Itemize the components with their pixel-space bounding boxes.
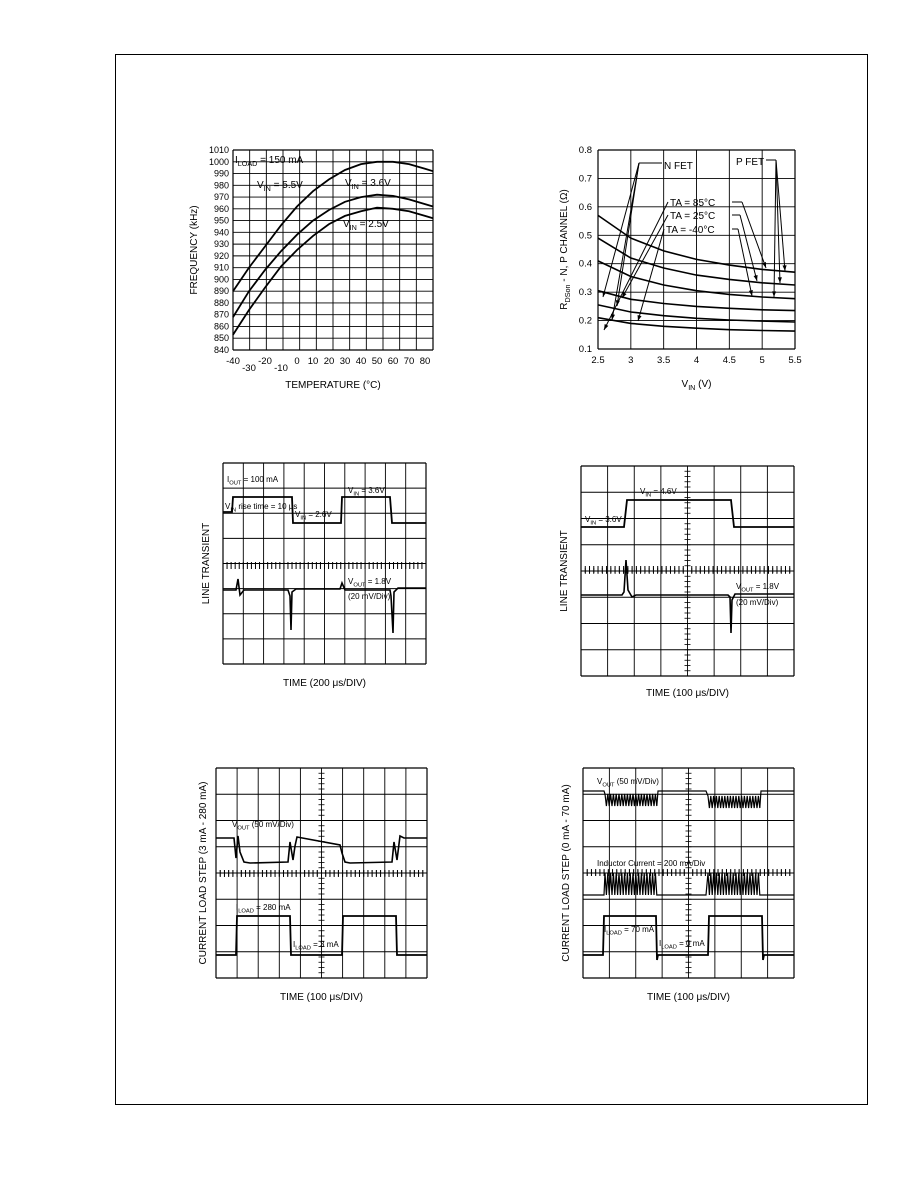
annotation: $I_{LOAD} = 150$ mA	[235, 155, 304, 168]
annotation: (20 mV/Div)	[736, 598, 779, 607]
y-tick-label: 0.8	[578, 145, 592, 156]
y-tick-label: 960	[213, 203, 229, 214]
x-tick-label: 4	[693, 355, 700, 366]
annotation: $V_{IN} = 3.6V$	[348, 486, 385, 498]
line-transient-100us	[559, 466, 794, 699]
x-tick-label: 5.5	[788, 355, 802, 366]
y-tick-label: 0.4	[578, 258, 592, 270]
annotation: $V_{IN} = 3.6V$	[585, 515, 622, 527]
x-tick-label: 50	[371, 356, 383, 367]
x-tick-label: 20	[323, 356, 335, 367]
leader	[774, 160, 776, 297]
x-tick-label: 10	[307, 356, 319, 367]
y-tick-label: 0.6	[578, 201, 592, 213]
x-axis-label: TEMPERATURE (°C)	[285, 380, 381, 391]
y-tick-label: 980	[213, 180, 229, 191]
annotation: $I_{LOAD} = 70$ mA	[604, 925, 655, 937]
line-transient-200us	[201, 463, 426, 689]
x-tick-label: 5	[759, 355, 765, 366]
annotation: $V_{IN} = 3.6V$	[345, 178, 391, 191]
y-tick-label: 900	[213, 274, 229, 285]
leader-head	[604, 324, 608, 330]
y-tick-label: 890	[213, 286, 229, 297]
x-axis-label: TIME (100 μs/DIV)	[645, 688, 730, 699]
y-axis-label: FREQUENCY (kHz)	[189, 205, 200, 295]
x-tick-label: -10	[274, 363, 288, 374]
leader	[740, 215, 757, 281]
x-tick-label: 60	[387, 356, 399, 367]
annotation: $V_{OUT} = 1.8V$	[348, 577, 392, 589]
annotation: $V_{IN} = 4.6V$	[640, 487, 677, 499]
annotation: $V_{IN}$ rise time = 10 μs	[225, 502, 298, 514]
y-tick-label: 970	[213, 192, 229, 203]
frequency-chart	[189, 145, 433, 391]
y-tick-label: 860	[213, 321, 229, 332]
leader-head	[762, 262, 766, 268]
y-tick-label: 870	[213, 309, 229, 320]
y-tick-label: 0.5	[578, 230, 592, 242]
y-axis-label: LINE TRANSIENT	[559, 530, 570, 612]
x-tick-label: 30	[339, 356, 351, 367]
x-axis-label: TIME (100 μs/DIV)	[279, 992, 364, 1003]
annotation: $V_{OUT}$ (50 mV/Div)	[597, 777, 659, 789]
x-tick-label: 40	[355, 356, 367, 367]
x-tick-label: -40	[226, 356, 240, 367]
x-tick-label: 0	[294, 356, 300, 367]
x-tick-label: 4.5	[722, 355, 736, 366]
annotation: $V_{IN} = 2.5V$	[343, 219, 389, 232]
annotation: $V_{IN} = 5.5V$	[257, 180, 303, 193]
x-tick-label: -20	[258, 356, 272, 367]
x-tick-label: 3	[628, 355, 634, 366]
annotation: TA = -40°C	[666, 225, 715, 236]
y-tick-label: 950	[213, 215, 229, 226]
y-tick-label: 940	[213, 227, 229, 238]
y-tick-label: 930	[213, 239, 229, 250]
y-tick-label: 1000	[208, 156, 229, 167]
leader	[612, 163, 639, 320]
load-step-70ma	[561, 768, 794, 1003]
y-tick-label: 910	[213, 262, 229, 273]
y-tick-label: 0.7	[578, 173, 592, 185]
y-axis-label: LINE TRANSIENT	[201, 522, 212, 605]
y-tick-label: 990	[213, 168, 229, 179]
y-tick-label: 0.2	[578, 315, 592, 327]
x-tick-label: -30	[242, 363, 256, 374]
x-tick-label: 80	[419, 356, 431, 367]
y-tick-label: 1010	[208, 145, 229, 155]
y-axis-label: CURRENT LOAD STEP (3 mA - 280 mA)	[198, 781, 209, 965]
y-tick-label: 880	[213, 297, 229, 308]
annotation: $V_{IN} = 2.6V$	[295, 510, 332, 522]
annotation: $V_{OUT}$ (50 mV/Div)	[232, 820, 294, 832]
leader-head	[754, 275, 758, 281]
x-tick-label: 2.5	[591, 355, 605, 366]
y-axis-label: CURRENT LOAD STEP (0 mA - 70 mA)	[561, 784, 572, 962]
x-tick-label: 70	[403, 356, 415, 367]
rdson-chart	[559, 145, 802, 392]
annotation: Inductor Current = 200 mA/Div	[597, 859, 706, 868]
annotation: $I_{OUT} = 100$ mA	[227, 475, 279, 487]
annotation: (20 mV/Div)	[348, 592, 391, 601]
leader-head	[778, 277, 782, 283]
y-tick-label: 920	[213, 250, 229, 261]
x-axis-label: TIME (200 μs/DIV)	[282, 678, 367, 689]
y-axis-label: $R_{DSon}$ - N, P CHANNEL (Ω)	[559, 189, 572, 310]
leader-head	[772, 291, 776, 297]
annotation: N FET	[664, 161, 693, 172]
y-tick-label: 0.1	[578, 344, 592, 355]
annotation: P FET	[736, 157, 765, 168]
y-tick-label: 850	[213, 333, 229, 344]
leader-head	[638, 315, 642, 321]
annotation: $I_{LOAD} = 0$ mA	[659, 939, 705, 951]
annotation: $I_{LOAD} = 3$ mA	[293, 940, 339, 952]
annotation: $V_{OUT} = 1.8V$	[736, 582, 780, 594]
load-step-280ma	[198, 768, 427, 1003]
annotation: $I_{LOAD} = 280$ mA	[236, 903, 291, 915]
annotation: TA = 85°C	[670, 198, 716, 209]
x-axis-label: $V_{IN}$ (V)	[681, 379, 712, 392]
annotation: TA = 25°C	[670, 211, 716, 222]
x-tick-label: 3.5	[657, 355, 671, 366]
x-axis-label: TIME (100 μs/DIV)	[646, 992, 731, 1003]
leader	[738, 229, 752, 296]
y-tick-label: 0.3	[578, 287, 592, 299]
y-tick-label: 840	[213, 345, 229, 355]
